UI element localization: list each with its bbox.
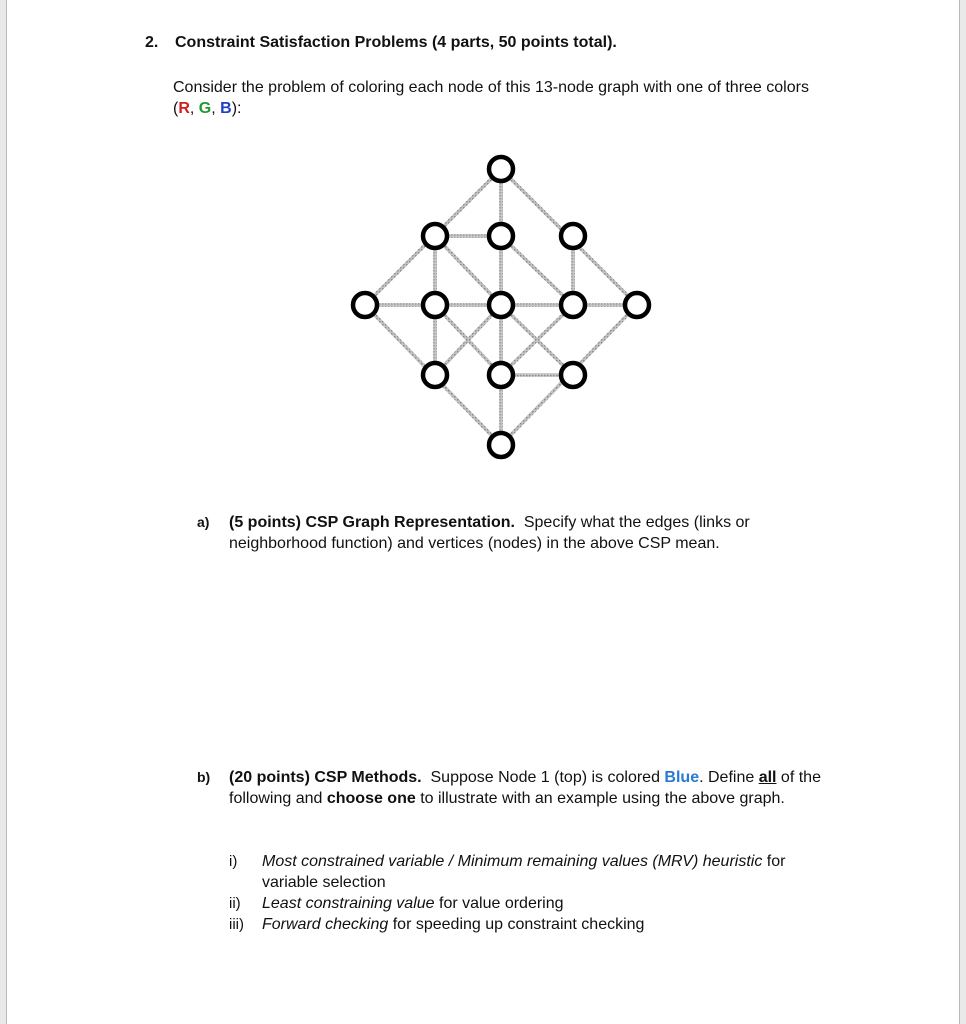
node-1 <box>489 157 513 181</box>
part-b-text-4: to illustrate with an example using the above graph. <box>415 790 785 807</box>
node-10 <box>423 363 447 387</box>
choose-one-word: choose one <box>326 790 416 807</box>
graph-diagram <box>7 0 959 500</box>
color-g: G <box>198 100 212 117</box>
list-item-term: Most constrained variable / Minimum remaining values (MRV) heuristic <box>262 853 763 870</box>
intro-sep-2: , <box>211 100 221 117</box>
node-5 <box>353 293 377 317</box>
list-item-term: Forward checking <box>262 916 389 933</box>
all-word: all <box>758 769 777 786</box>
part-a-text: Specify what the edges (links or neighborhood function) and vertices (nodes) in the above CSP mean. <box>229 514 750 552</box>
blue-word: Blue <box>664 769 700 786</box>
list-item-roman: ii) <box>229 895 241 912</box>
node-13 <box>489 433 513 457</box>
node-11 <box>489 363 513 387</box>
node-3 <box>489 224 513 248</box>
question-number: 2. <box>145 34 159 51</box>
intro-end: ): <box>231 100 242 117</box>
node-6 <box>423 293 447 317</box>
part-b <box>197 767 837 809</box>
color-r: R <box>178 100 190 117</box>
part-a <box>197 512 837 554</box>
intro-sep-1: , <box>189 100 199 117</box>
part-b-label: b) <box>197 769 211 785</box>
list-item-rest: for value ordering <box>434 895 564 912</box>
node-4 <box>561 224 585 248</box>
node-12 <box>561 363 585 387</box>
node-9 <box>625 293 649 317</box>
node-7 <box>489 293 513 317</box>
list-item-roman: iii) <box>229 916 244 933</box>
list-item <box>229 851 839 893</box>
list-item-rest: for variable selection <box>262 853 786 891</box>
list-item <box>229 914 839 935</box>
node-2 <box>423 224 447 248</box>
part-b-text-3: of the following and <box>229 769 821 807</box>
intro-text: Consider the problem of coloring each node of this 13-node graph with one of three colors ( <box>173 79 809 117</box>
list-item-roman: i) <box>229 853 238 870</box>
document-page <box>6 0 960 1024</box>
question-title-text: Constraint Satisfaction Problems (4 parts, 50 points total). <box>175 34 617 51</box>
color-b: B <box>220 100 232 117</box>
list-item <box>229 893 839 914</box>
edge-3-8 <box>501 236 573 305</box>
part-b-heading: (20 points) CSP Methods. <box>229 769 422 786</box>
part-b-text-2: . Define <box>699 769 759 786</box>
part-a-heading: (5 points) CSP Graph Representation. <box>229 514 515 531</box>
list-item-rest: for speeding up constraint checking <box>388 916 645 933</box>
methods-list <box>229 851 839 935</box>
part-b-text-1: Suppose Node 1 (top) is colored <box>430 769 665 786</box>
edge-2-7 <box>435 236 501 305</box>
part-a-label: a) <box>197 514 210 530</box>
list-item-term: Least constraining value <box>262 895 435 912</box>
node-8 <box>561 293 585 317</box>
